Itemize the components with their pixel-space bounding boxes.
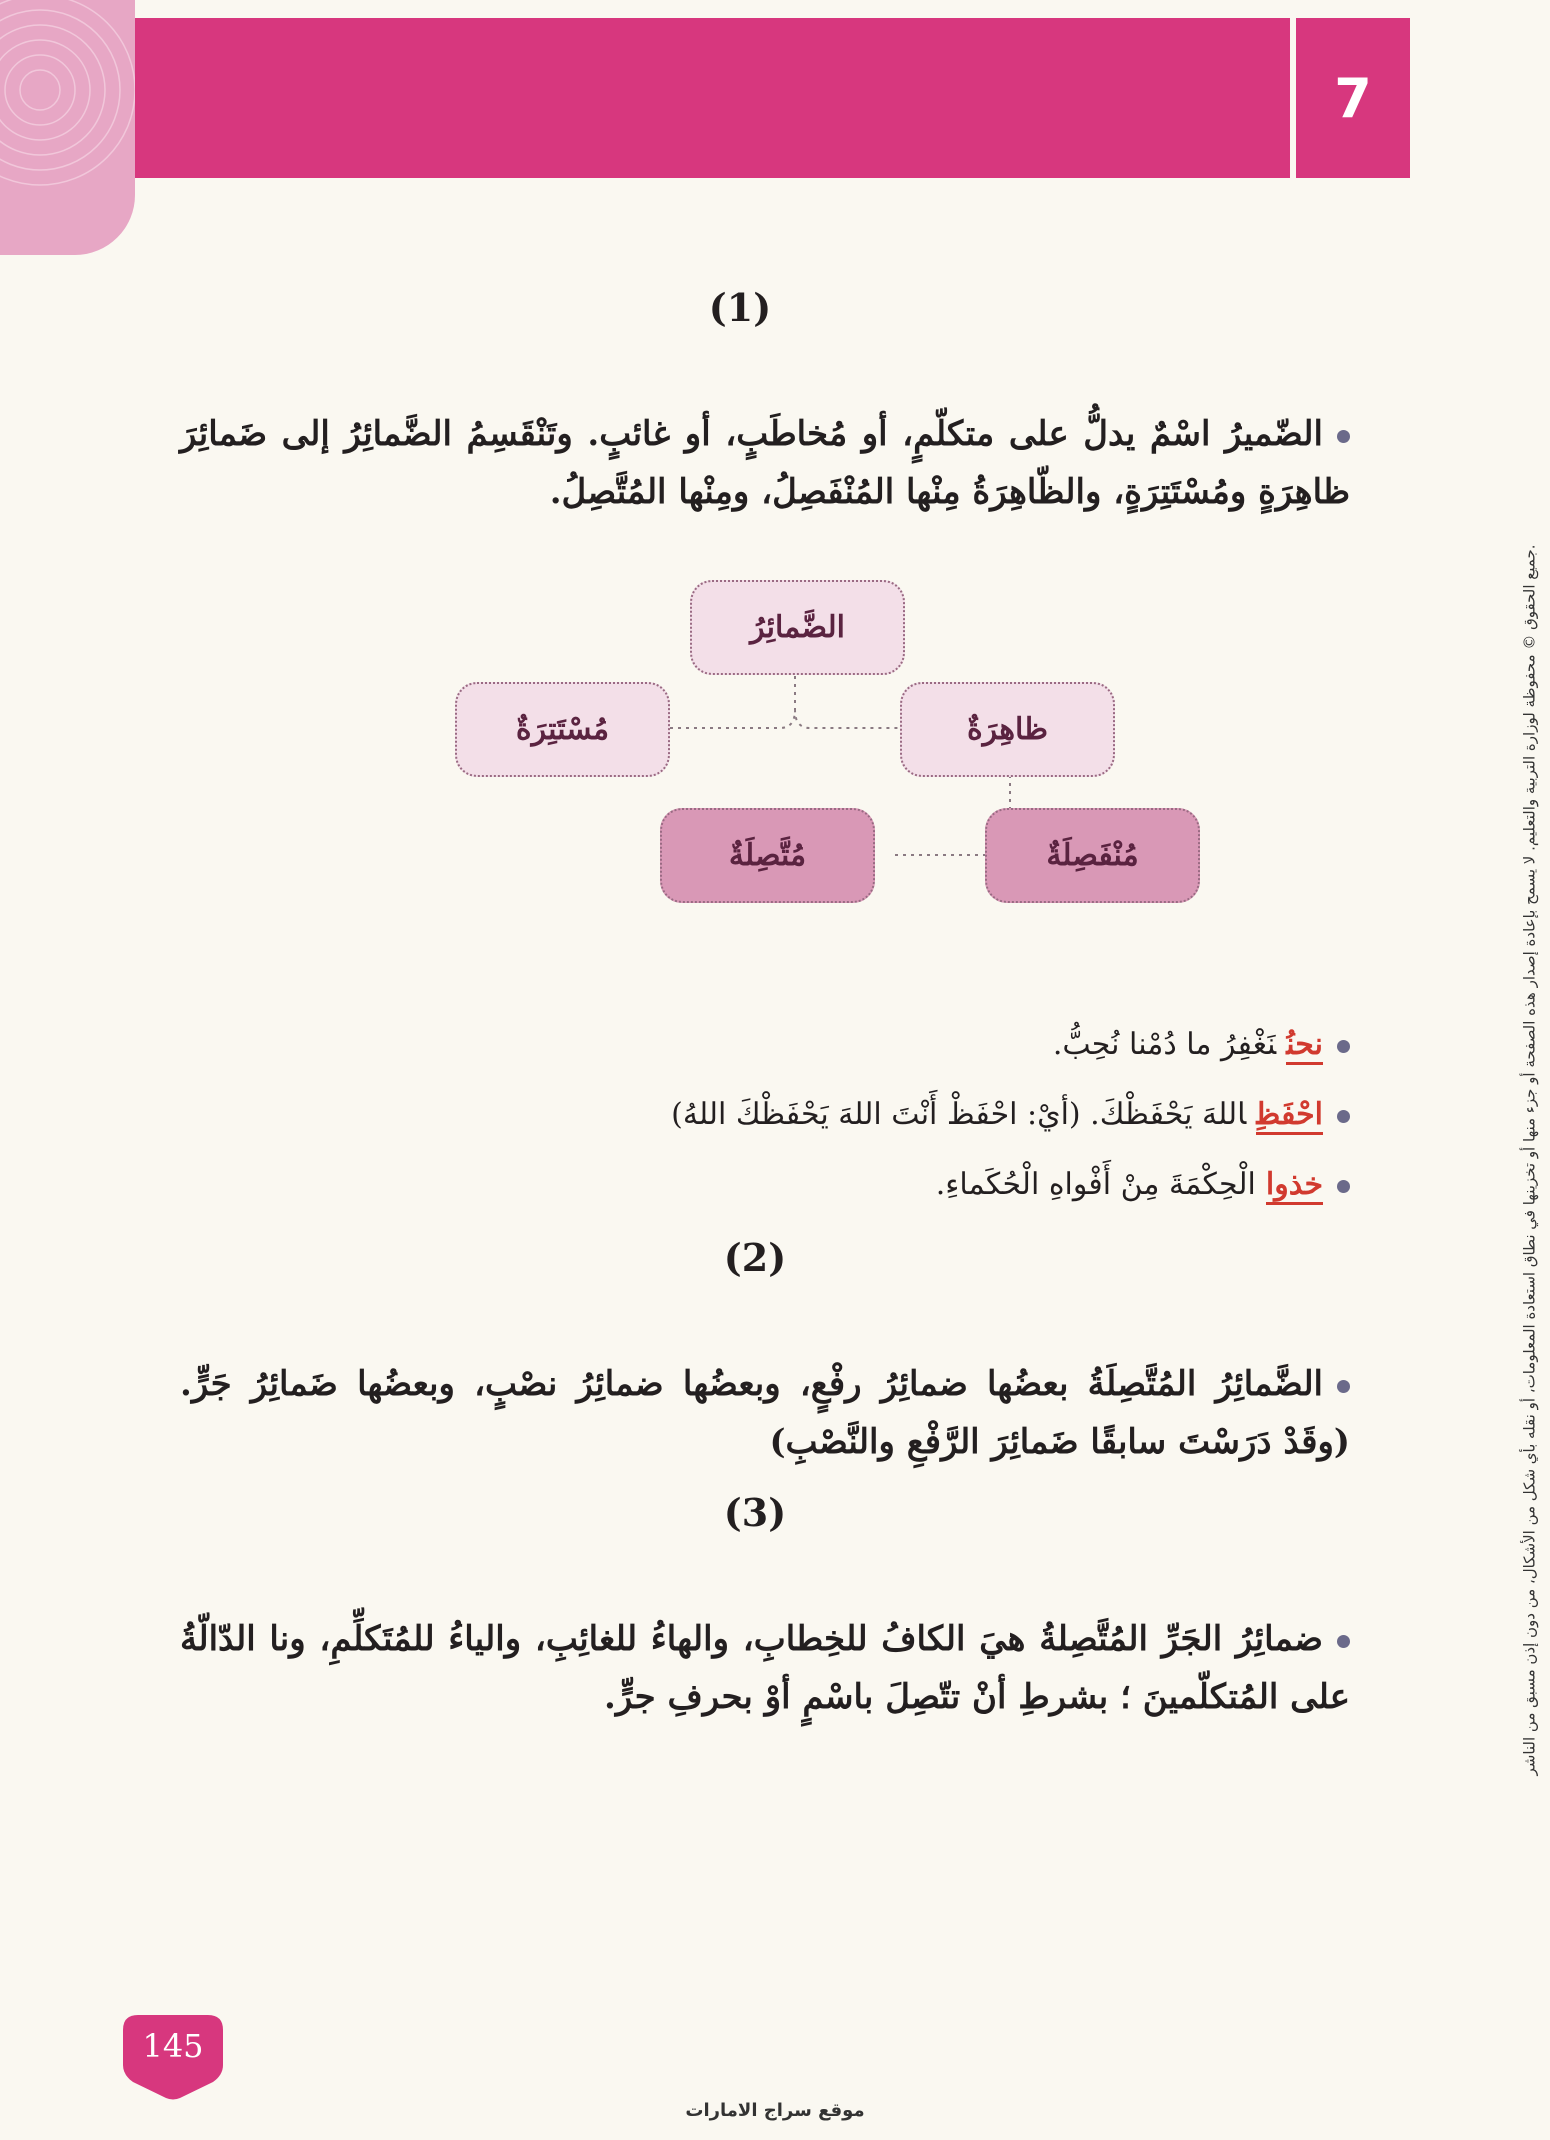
bullet-icon	[1337, 1110, 1350, 1123]
bullet-icon	[1337, 1180, 1350, 1193]
side-copyright-text: جميع الحقوق © محفوظة لوزارة التربية والتعليم. لا يسمح بإعادة إصدار هذه الصفحة أو جزء منها أو تخزينها في نطاق استعادة المعلومات، أو نقله بأي شكل من الأشكال، من دون إذن مسبق من الناشر.	[1521, 544, 1539, 1776]
pronouns-diagram	[470, 580, 1139, 920]
section-1-text: الضّميرُ اسْمٌ يدلُّ على متكلّمٍ، أو مُخاطَبٍ، أو غائبٍ. وتَنْقَسِمُ الضَّمائِرُ إلى ضَمائِرَ ظاهِرَةٍ ومُسْتَتِرَةٍ، والظّاهِرَةُ مِنْها المُنْفَصِلُ، ومِنْها المُتَّصِلُ.	[180, 414, 1350, 512]
diagram-node-root: الضَّمائِرُ	[690, 580, 905, 675]
example-line-1	[1053, 1020, 1350, 1070]
section-3-paragraph	[180, 1610, 1350, 1726]
example-text-2: اللهَ يَحْفَظْكَ. (أيْ: احْفَظْ أَنْتَ اللهَ يَحْفَظْكَ اللهُ)	[671, 1097, 1247, 1132]
header-band	[135, 18, 1290, 178]
corner-decoration	[0, 0, 135, 255]
page-number: 145	[142, 2027, 204, 2065]
diagram-node-separate: مُنْفَصِلَةٌ	[985, 808, 1200, 903]
bullet-icon	[1337, 1380, 1350, 1393]
chapter-number: 7	[1334, 66, 1372, 130]
example-key-2: احْفَظِ	[1256, 1097, 1323, 1135]
footer-site-name: موقع سراج الامارات	[685, 2100, 865, 2121]
example-text-1: نَغْفِرُ ما دُمْنا نُحِبُّ.	[1052, 1027, 1277, 1062]
chapter-number-box	[1290, 18, 1410, 178]
section-3-text: ضمائِرُ الجَرِّ المُتَّصِلةُ هيَ الكافُ للخِطابِ، والهاءُ للغائِبِ، والياءُ للمُتَكلِّمِ، ونا الدّالّةُ على المُتكلّمينَ ؛ بشرطِ أنْ تتّصِلَ باسْمٍ أوْ بحرفِ جرٍّ.	[180, 1619, 1350, 1717]
section-2-paragraph	[180, 1355, 1350, 1471]
example-line-3	[936, 1160, 1350, 1210]
section-1-paragraph	[180, 405, 1350, 521]
example-key-3: خذوا	[1266, 1167, 1323, 1205]
bullet-icon	[1337, 1040, 1350, 1053]
example-line-2	[671, 1090, 1350, 1140]
section-2-text: الضَّمائِرُ المُتَّصِلَةُ بعضُها ضمائِرُ رفْعٍ، وبعضُها ضمائِرُ نصْبٍ، وبعضُها ضَمائِرُ جَرٍّ. (وقَدْ دَرَسْتَ سابقًا ضَمائِرَ الرَّفْعِ والنَّصْبِ)	[180, 1364, 1350, 1462]
section-3-paragraph-block	[180, 1610, 1350, 1726]
example-text-3: الْحِكْمَةَ مِنْ أَفْواهِ الْحُكَماءِ.	[935, 1167, 1256, 1202]
bullet-icon	[1337, 430, 1350, 443]
section-1-paragraph-block	[180, 405, 1350, 521]
section-number-2: (2)	[723, 1235, 787, 1280]
diagram-node-attached: مُتَّصِلَةٌ	[660, 808, 875, 903]
section-number-3: (3)	[723, 1490, 787, 1535]
example-key-1: نحنُ	[1286, 1027, 1323, 1065]
bullet-icon	[1337, 1635, 1350, 1648]
section-2-paragraph-block	[180, 1355, 1350, 1471]
diagram-node-visible: ظاهِرَةٌ	[900, 682, 1115, 777]
diagram-node-hidden: مُسْتَتِرَةٌ	[455, 682, 670, 777]
side-copyright	[1515, 544, 1545, 1776]
section-number-1: (1)	[708, 285, 772, 330]
